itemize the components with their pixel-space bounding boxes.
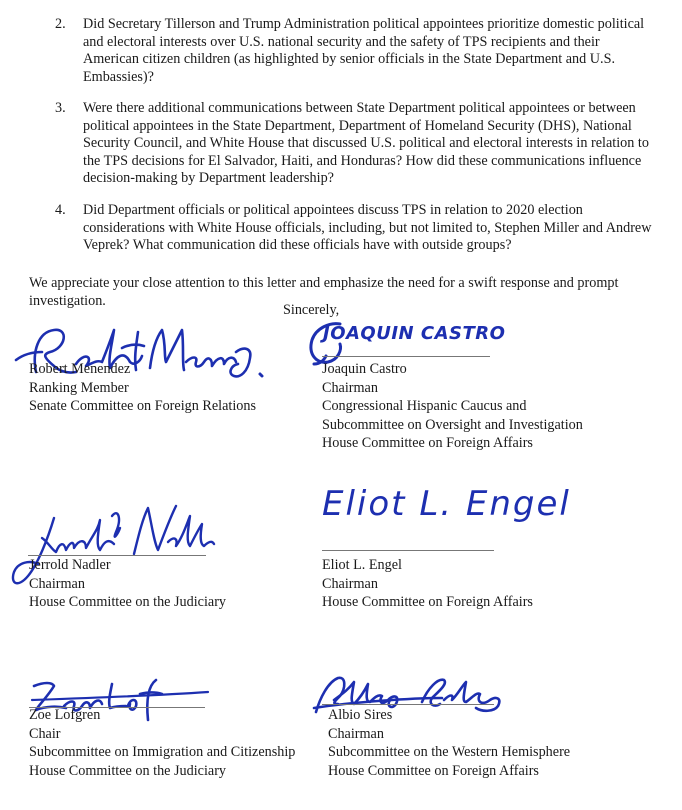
signature-block-lofgren bbox=[29, 706, 295, 780]
castro-signature-text: JOAQUIN CASTRO bbox=[323, 323, 506, 344]
question-item bbox=[55, 16, 655, 85]
signatory-title: Chairman bbox=[29, 575, 85, 592]
signature-line bbox=[322, 704, 494, 705]
question-text: Did Secretary Tillerson and Trump Administration political appointees prioritize domestic political and electoral interests over U.S. national security and the safety of TPS recipients and their American citizen children (as highlighted by senior officials in the State Department and U.S. Embassies)? bbox=[83, 16, 645, 85]
question-number: 3. bbox=[55, 100, 66, 116]
signatory-name: Jerrold Nadler bbox=[29, 557, 111, 573]
signatory-name: Albio Sires bbox=[328, 707, 393, 723]
signature-block-menendez bbox=[29, 360, 256, 416]
signatory-title: Ranking Member bbox=[29, 379, 129, 396]
signatory-committee: Subcommittee on the Western Hemisphere bbox=[328, 744, 571, 761]
signatory-title: Chair bbox=[29, 725, 61, 742]
question-text: Did Department officials or political appointees discuss TPS in relation to 2020 election considerations with White House officials, including, but not limited to, Stephen Miller and Andrew Veprek? What communication did these officials have with outside groups? bbox=[83, 202, 652, 254]
signatory-committee: House Committee on the Judiciary bbox=[29, 594, 227, 611]
closing-paragraph: We appreciate your close attention to this letter and emphasize the need for a swift response and prompt investigation. bbox=[29, 275, 619, 309]
signature-block-sires bbox=[328, 706, 570, 780]
signatory-committee: Subcommittee on Immigration and Citizenship bbox=[29, 744, 296, 761]
signatory-name: Joaquin Castro bbox=[322, 361, 407, 377]
signatory-name: Robert Menendez bbox=[29, 361, 131, 377]
signatory-committee: House Committee on Foreign Affairs bbox=[322, 435, 533, 452]
question-item bbox=[55, 202, 655, 258]
signatory-committee: House Committee on the Judiciary bbox=[29, 762, 227, 779]
signatory-committee: Subcommittee on Oversight and Investigation bbox=[322, 416, 583, 433]
sincerely-text: Sincerely, bbox=[283, 302, 340, 318]
signature-line bbox=[322, 356, 490, 357]
signature-block-engel bbox=[322, 556, 533, 612]
signatory-name: Eliot L. Engel bbox=[322, 557, 402, 573]
signatory-name: Zoe Lofgren bbox=[29, 707, 101, 723]
question-number: 4. bbox=[55, 202, 66, 218]
signatory-title: Chairman bbox=[328, 725, 384, 742]
signatory-title: Chairman bbox=[322, 575, 378, 592]
signatory-committee: Senate Committee on Foreign Relations bbox=[29, 398, 256, 415]
signatory-committee: Congressional Hispanic Caucus and bbox=[322, 398, 527, 415]
engel-signature-text: Eliot L. Engel bbox=[322, 484, 571, 524]
signature-block-castro bbox=[322, 360, 583, 453]
question-text: Were there additional communications between State Department political appointees or between political appointees in the State Department, Department of Homeland Security (DHS), National Security Council, and White House that discussed U.S. political and electoral interests in relation to the TPS decisions for El Salvador, Haiti, and Honduras? How did these communications influence decision-making by Department leadership? bbox=[83, 100, 649, 187]
question-item bbox=[55, 100, 655, 187]
signatory-committee: House Committee on Foreign Affairs bbox=[328, 762, 539, 779]
signature-block-nadler bbox=[29, 556, 226, 612]
signature-line bbox=[322, 550, 494, 551]
question-number: 2. bbox=[55, 16, 66, 32]
signatory-title: Chairman bbox=[322, 379, 378, 396]
signatory-committee: House Committee on Foreign Affairs bbox=[322, 594, 533, 611]
